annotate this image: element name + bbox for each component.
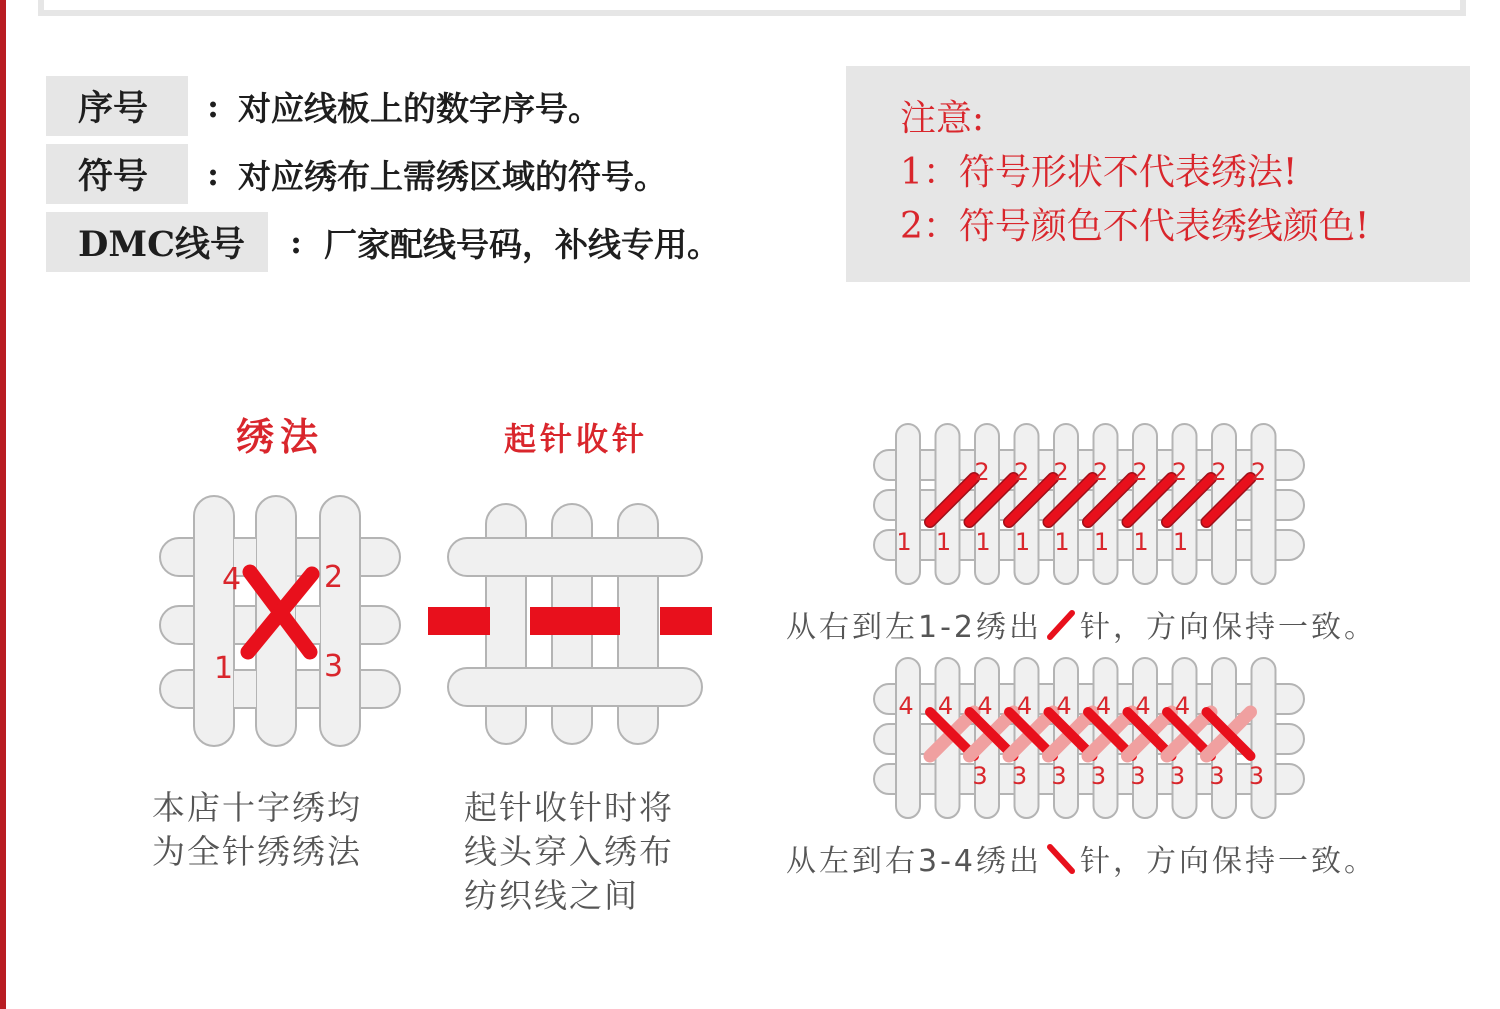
top-number: 4 xyxy=(977,692,993,720)
bottom-number: 3 xyxy=(1130,762,1146,790)
top-number: 4 xyxy=(1095,692,1112,720)
top-number: 2 xyxy=(974,458,990,486)
start-end-diagram xyxy=(420,490,720,756)
bottom-number: 3 xyxy=(1090,762,1107,790)
bottom-number: 3 xyxy=(1011,762,1028,790)
stitch-method-title: 绣法 xyxy=(235,415,324,459)
bottom-number: 1 xyxy=(975,528,991,556)
legend-key: DMC线号 xyxy=(46,212,268,272)
bottom-number: 3 xyxy=(1169,762,1186,790)
legend-desc: 对应线板上的数字序号。 xyxy=(238,88,601,128)
stitch-method-caption xyxy=(152,786,362,874)
stitch-number-3: 3 xyxy=(324,649,344,684)
legend-key: 序号 xyxy=(46,76,188,136)
left-border xyxy=(0,0,6,1009)
backslash-stitch-icon xyxy=(1044,841,1078,875)
stitch-number-1: 1 xyxy=(214,651,234,686)
legend-row-index xyxy=(46,76,601,136)
legend-row-dmc xyxy=(46,212,720,272)
fabric-vertical-strand xyxy=(896,424,920,584)
top-number: 4 xyxy=(898,692,914,720)
stitch-number-2: 2 xyxy=(324,560,344,595)
row2-caption-text: 针，方向保持一致。 xyxy=(1080,844,1377,879)
top-number: 4 xyxy=(937,692,954,720)
top-number: 2 xyxy=(1171,458,1188,486)
legend-key: 符号 xyxy=(46,144,188,204)
top-number: 4 xyxy=(1174,692,1191,720)
bottom-number: 1 xyxy=(1054,528,1070,556)
bottom-number: 3 xyxy=(1051,762,1067,790)
note-box xyxy=(846,66,1470,282)
stitch-number-4: 4 xyxy=(222,562,242,597)
row2-stitch-diagram xyxy=(860,654,1320,826)
top-number: 2 xyxy=(1211,458,1227,486)
bottom-number: 1 xyxy=(896,528,912,556)
row2-caption xyxy=(786,836,1377,880)
top-number: 2 xyxy=(1250,458,1267,486)
top-number: 4 xyxy=(1056,692,1072,720)
row1-caption-text: 针，方向保持一致。 xyxy=(1080,610,1377,645)
thread-under-fabric xyxy=(428,607,712,635)
top-number: 2 xyxy=(1092,458,1109,486)
top-number: 2 xyxy=(1013,458,1030,486)
caption-line: 为全针绣绣法 xyxy=(152,832,362,871)
start-end-caption xyxy=(464,786,674,918)
caption-line: 线头穿入绣布 xyxy=(464,832,674,871)
legend-row-symbol xyxy=(46,144,667,204)
note-line-2: 2：符号颜色不代表绣线颜色! xyxy=(900,206,1370,247)
bottom-number: 1 xyxy=(1172,528,1189,556)
legend-desc: 对应绣布上需绣区域的符号。 xyxy=(238,156,667,196)
fabric-weave xyxy=(874,424,1304,584)
legend-desc: 厂家配线号码，补线专用。 xyxy=(324,224,720,264)
top-frame xyxy=(38,0,1466,16)
stitch-method-diagram xyxy=(150,490,410,756)
bottom-number: 3 xyxy=(972,762,988,790)
caption-line: 本店十字绣均 xyxy=(152,788,362,827)
start-end-title: 起针收针 xyxy=(503,420,648,458)
legend-colon: : xyxy=(290,223,302,261)
top-number: 4 xyxy=(1016,692,1033,720)
caption-line: 纺织线之间 xyxy=(464,876,639,915)
top-number: 2 xyxy=(1053,458,1069,486)
fabric-vertical-strand xyxy=(1252,424,1276,584)
row1-stitch-diagram xyxy=(860,420,1320,592)
note-line-1: 1：符号形状不代表绣法! xyxy=(900,152,1298,193)
row1-caption-text: 从右到左1-2绣出 xyxy=(786,610,1042,645)
row2-caption-text: 从左到右3-4绣出 xyxy=(786,844,1042,879)
top-number: 4 xyxy=(1135,692,1151,720)
row1-caption xyxy=(786,602,1377,646)
caption-line: 起针收针时将 xyxy=(464,788,674,827)
bottom-number: 1 xyxy=(1014,528,1031,556)
top-number: 2 xyxy=(1132,458,1148,486)
legend-colon: : xyxy=(207,155,219,193)
fabric-vertical-strand xyxy=(896,658,920,818)
forward-slash-stitch-icon xyxy=(1044,607,1078,641)
bottom-number: 3 xyxy=(1248,762,1265,790)
bottom-number: 1 xyxy=(1093,528,1110,556)
bottom-number: 3 xyxy=(1209,762,1225,790)
bottom-number: 1 xyxy=(1133,528,1149,556)
bottom-number: 1 xyxy=(935,528,952,556)
note-title: 注意: xyxy=(900,98,985,139)
fabric-vertical-strand xyxy=(1252,658,1276,818)
legend-colon: : xyxy=(207,87,219,125)
